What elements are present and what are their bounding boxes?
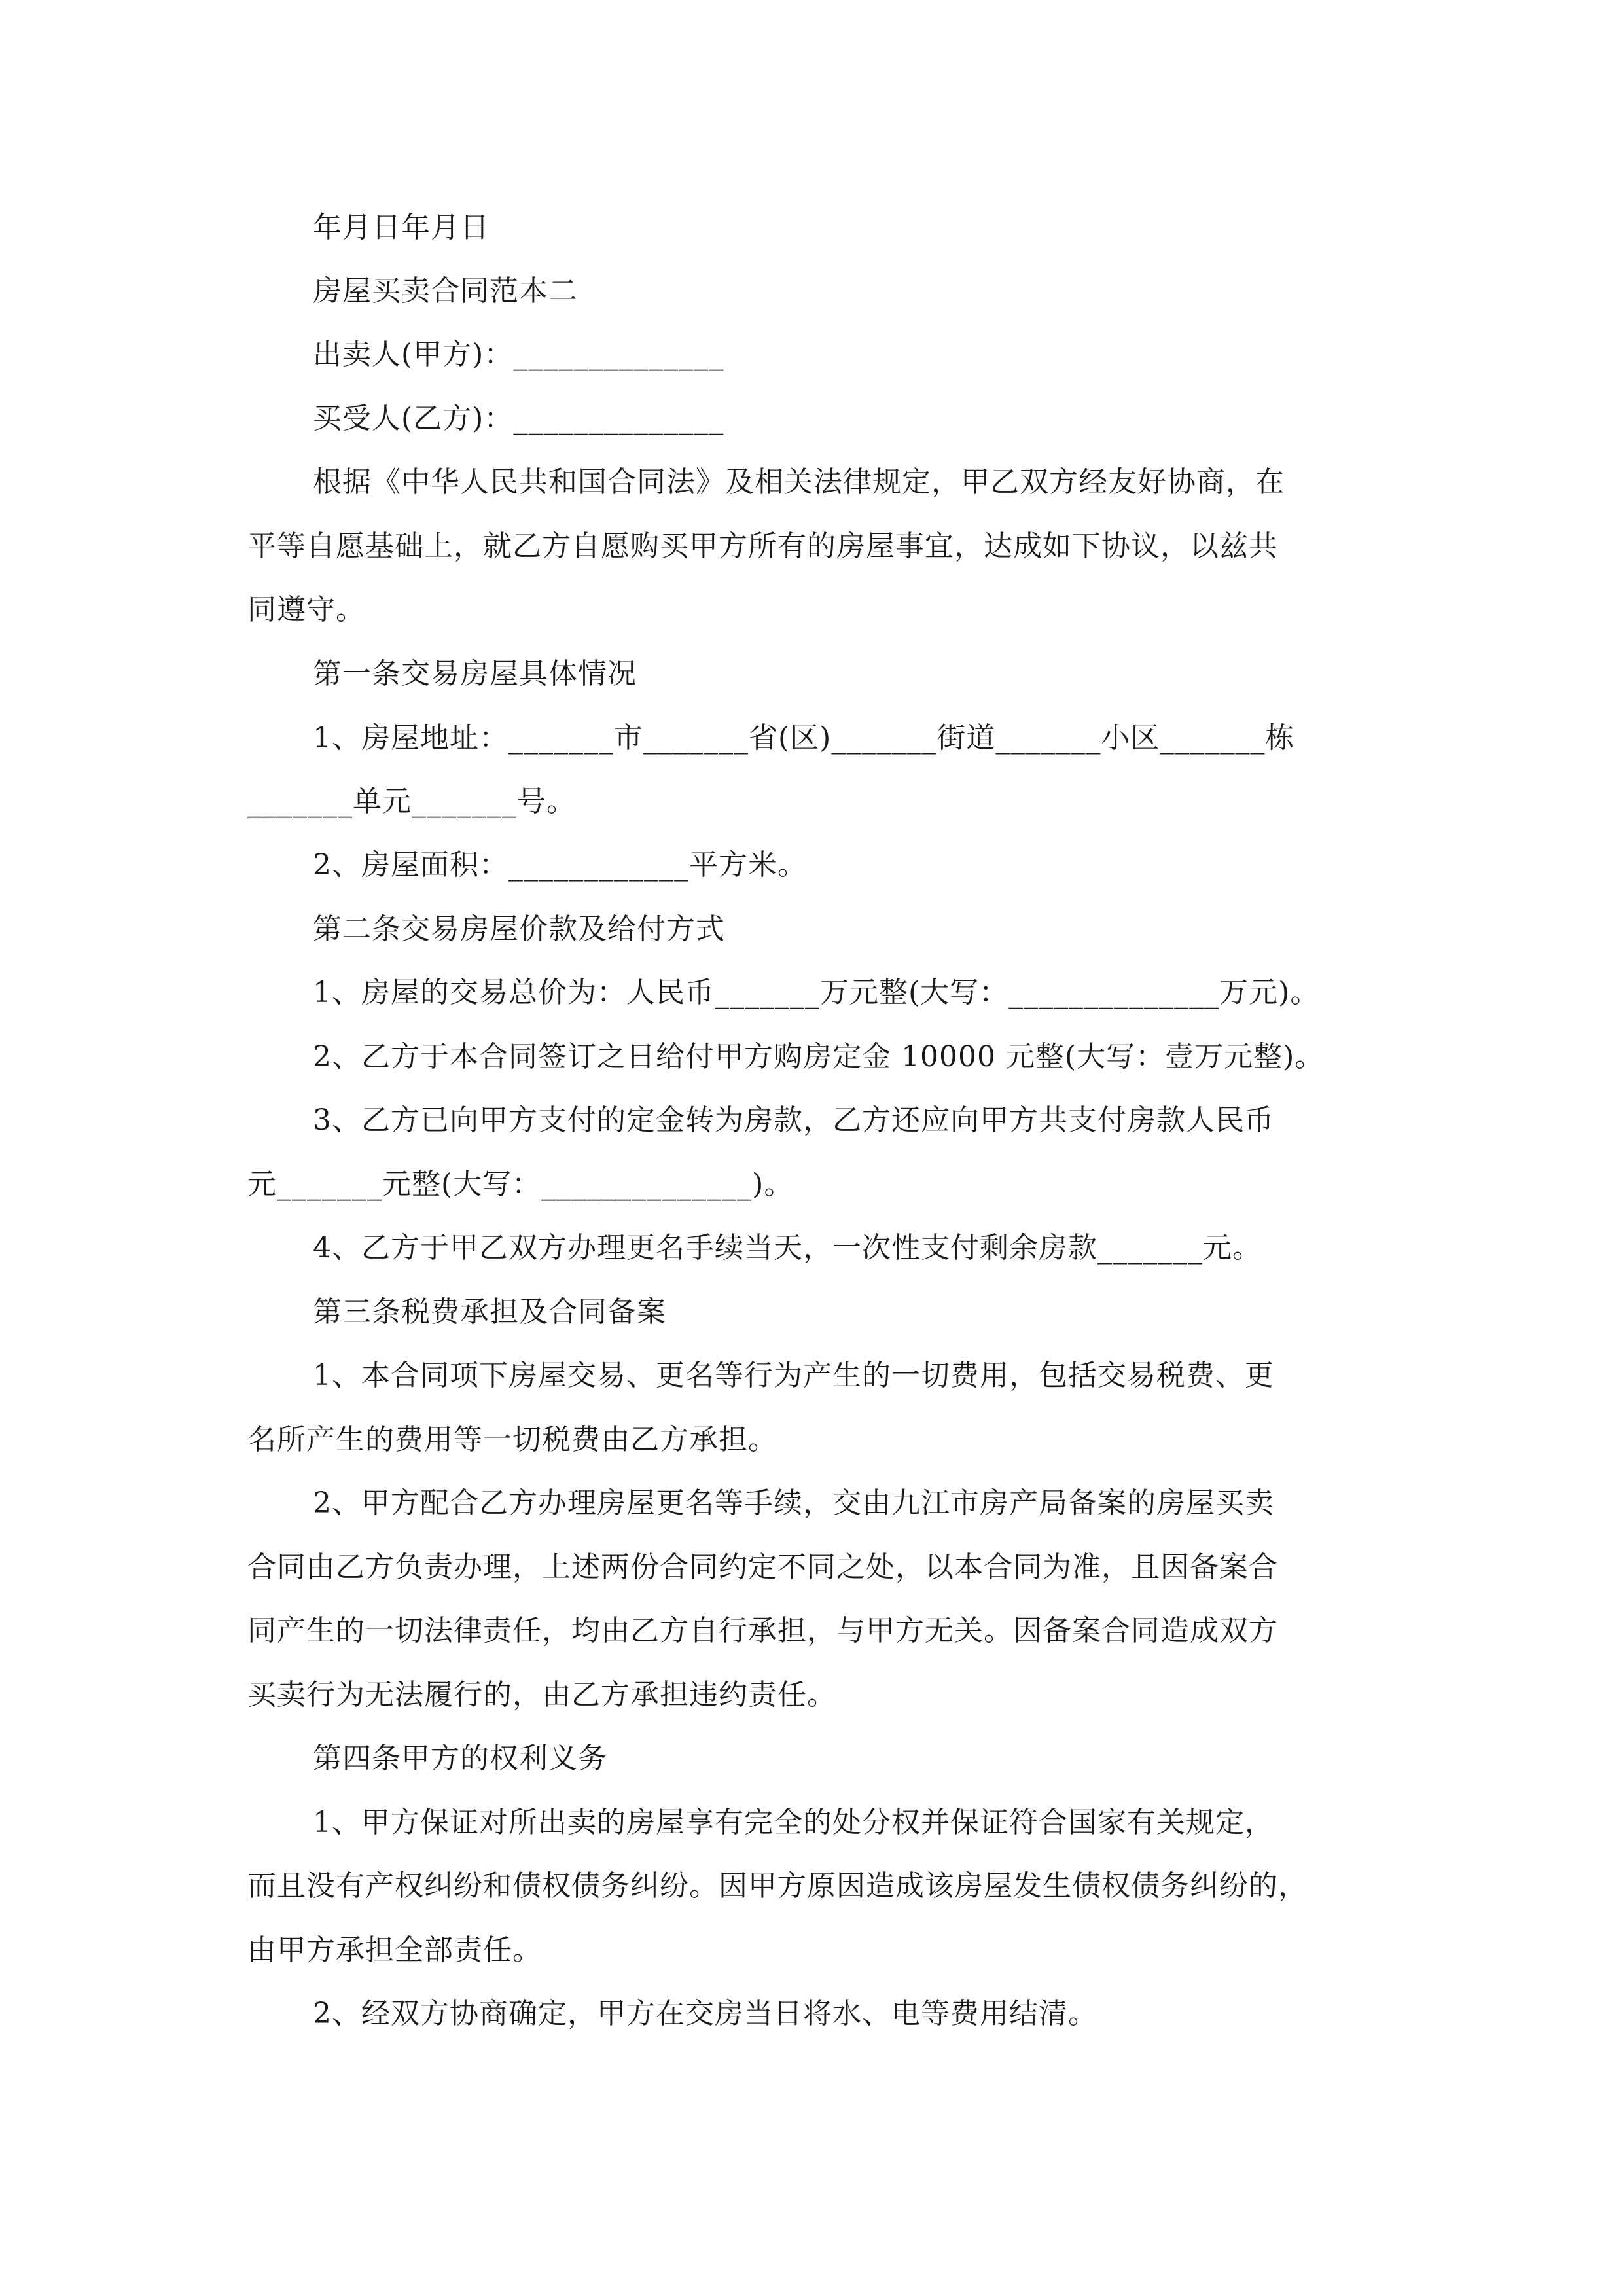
article-3-item-2-line-4: 买卖行为无法履行的，由乙方承担违约责任。: [247, 1678, 836, 1712]
article-4-heading: 第四条甲方的权利义务: [313, 1742, 607, 1775]
article-3-item-2-line-3: 同产生的一切法律责任，均由乙方自行承担，与甲方无关。因备案合同造成双方: [247, 1614, 1278, 1647]
article-1-heading: 第一条交易房屋具体情况: [313, 657, 637, 691]
article-2-item-3-line-2: 元_______元整(大写：______________)。: [247, 1168, 794, 1201]
article-2-item-2: 2、乙方于本合同签订之日给付甲方购房定金 10000 元整(大写：壹万元整)。: [313, 1040, 1325, 1073]
article-2-item-1: 1、房屋的交易总价为：人民币_______万元整(大写：______________万元)。: [313, 976, 1320, 1009]
article-3-item-1-line-2: 名所产生的费用等一切税费由乙方承担。: [247, 1423, 777, 1456]
contract-title: 房屋买卖合同范本二: [313, 274, 578, 308]
buyer-line: 买受人(乙方)：______________: [313, 402, 724, 435]
article-3-heading: 第三条税费承担及合同备案: [313, 1295, 666, 1329]
article-4-item-1-line-2: 而且没有产权纠纷和债权债务纠纷。因甲方原因造成该房屋发生债权债务纠纷的，: [247, 1869, 1308, 1903]
article-2-heading: 第二条交易房屋价款及给付方式: [313, 912, 725, 946]
article-3-item-1-line-1: 1、本合同项下房屋交易、更名等行为产生的一切费用，包括交易税费、更: [313, 1359, 1274, 1392]
article-4-item-2: 2、经双方协商确定，甲方在交房当日将水、电等费用结清。: [313, 1997, 1097, 2030]
article-1-item-2: 2、房屋面积：____________平方米。: [313, 848, 807, 882]
article-3-item-2-line-2: 合同由乙方负责办理，上述两份合同约定不同之处，以本合同为准，且因备案合: [247, 1551, 1278, 1584]
seller-line: 出卖人(甲方)：______________: [313, 338, 724, 371]
article-3-item-2-line-1: 2、甲方配合乙方办理房屋更名等手续，交由九江市房产局备案的房屋买卖: [313, 1486, 1274, 1520]
preamble-line-1: 根据《中华人民共和国合同法》及相关法律规定，甲乙双方经友好协商，在: [313, 465, 1285, 499]
article-1-item-1-line-2: _______单元_______号。: [247, 785, 576, 818]
article-2-item-3-line-1: 3、乙方已向甲方支付的定金转为房款，乙方还应向甲方共支付房款人民币: [313, 1103, 1274, 1137]
article-1-item-1-line-1: 1、房屋地址：_______市_______省(区)_______街道_______小区_______栋: [313, 721, 1295, 755]
preamble-line-2: 平等自愿基础上，就乙方自愿购买甲方所有的房屋事宜，达成如下协议，以兹共: [247, 529, 1278, 563]
preamble-line-3: 同遵守。: [247, 593, 365, 626]
date-line: 年月日年月日: [313, 211, 490, 244]
article-4-item-1-line-3: 由甲方承担全部责任。: [247, 1933, 542, 1967]
article-2-item-4: 4、乙方于甲乙双方办理更名手续当天，一次性支付剩余房款_______元。: [313, 1231, 1262, 1265]
article-4-item-1-line-1: 1、甲方保证对所出卖的房屋享有完全的处分权并保证符合国家有关规定，: [313, 1806, 1274, 1839]
